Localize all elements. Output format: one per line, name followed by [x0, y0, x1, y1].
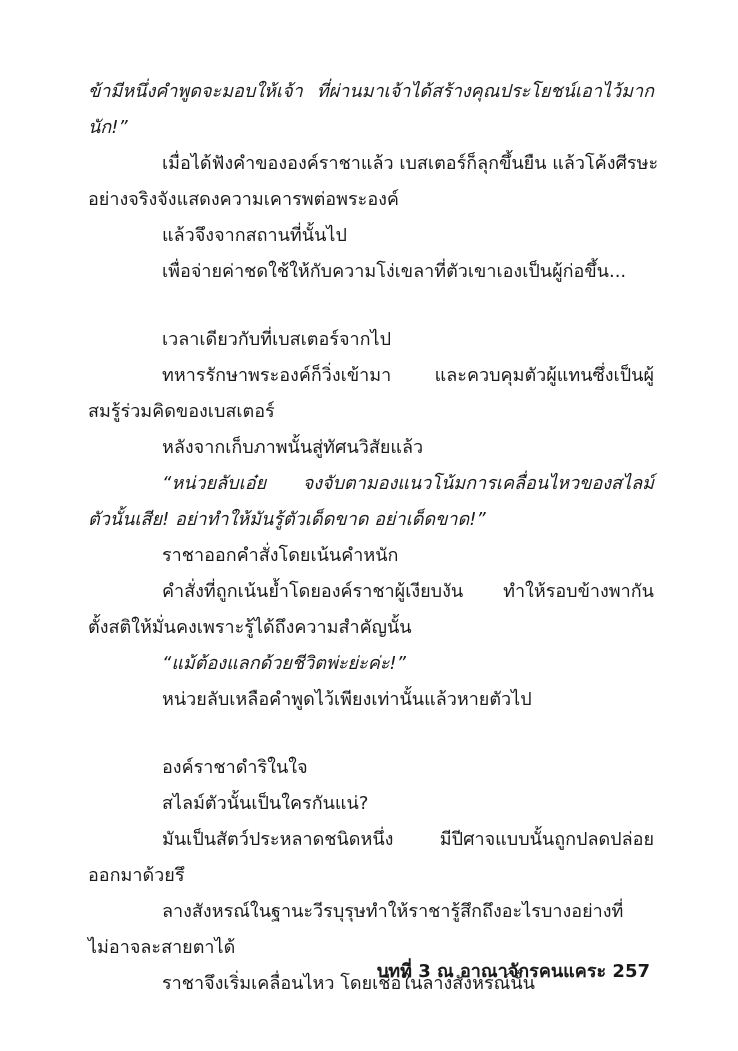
blank-line [88, 290, 654, 322]
page-footer: บทที่ 3 ณ อาณาจักรคนแคระ 257 [376, 961, 650, 982]
text-line: สไลม์ตัวนั้นเป็นใครกันแน่? [162, 793, 369, 814]
text-line: คำสั่งที่ถูกเน้นย้ำโดยองค์ราชาผู้เงียบงัน ทำให้รอบข้างพากัน [162, 581, 654, 602]
text-line: องค์ราชาดำริในใจ [162, 757, 308, 778]
text-line: ออกมาด้วยรึ [88, 865, 185, 886]
text-line: มันเป็นสัตว์ประหลาดชนิดหนึ่ง มีปีศาจแบบนั้นถูกปลดปล่อย [162, 829, 654, 850]
text-line: ข้ามีหนึ่งคำพูดจะมอบให้เจ้า ที่ผ่านมาเจ้าได้สร้างคุณประโยชน์เอาไว้มาก [88, 81, 654, 102]
text-line: ลางสังหรณ์ในฐานะวีรบุรุษทำให้ราชารู้สึกถึงอะไรบางอย่างที่ [162, 901, 624, 922]
text-line: ตั้งสติให้มั่นคงเพราะรู้ได้ถึงความสำคัญนั้น [88, 617, 412, 638]
text-line: ทหารรักษาพระองค์ก็วิ่งเข้ามา และควบคุมตัวผู้แทนซึ่งเป็นผู้ [162, 365, 654, 386]
text-line: “หน่วยลับเอ๋ย จงจับตามองแนวโน้มการเคลื่อนไหวของสไลม์ [162, 473, 654, 494]
text-line: สมรู้ร่วมคิดของเบสเตอร์ [88, 401, 275, 422]
text-line: นัก!” [88, 117, 128, 138]
text-line: ไม่อาจละสายตาได้ [88, 937, 236, 958]
text-line: แล้วจึงจากสถานที่นั้นไป [162, 225, 347, 246]
text-line: หลังจากเก็บภาพนั้นสู่ทัศนวิสัยแล้ว [162, 437, 424, 458]
text-line: เวลาเดียวกับที่เบสเตอร์จากไป [162, 329, 391, 350]
page-body-text [88, 74, 659, 1002]
text-line: ราชาจึงเริ่มเคลื่อนไหว โดยเชื่อในลางสังหรณ์นั้น [162, 973, 535, 994]
text-line: ราชาออกคำสั่งโดยเน้นคำหนัก [162, 545, 399, 566]
blank-line [88, 718, 654, 750]
text-line: เมื่อได้ฟังคำขององค์ราชาแล้ว เบสเตอร์ก็ลุกขึ้นยืน แล้วโค้งศีรษะ [162, 153, 659, 174]
text-line: ตัวนั้นเสีย! อย่าทำให้มันรู้ตัวเด็ดขาด อย่าเด็ดขาด!” [88, 509, 486, 530]
text-line: “แม้ต้องแลกด้วยชีวิตพ่ะย่ะค่ะ!” [162, 653, 406, 674]
text-line: หน่วยลับเหลือคำพูดไว้เพียงเท่านั้นแล้วหายตัวไป [162, 689, 532, 710]
text-line: อย่างจริงจังแสดงความเคารพต่อพระองค์ [88, 189, 399, 210]
text-line: เพื่อจ่ายค่าชดใช้ให้กับความโง่เขลาที่ตัวเขาเองเป็นผู้ก่อขึ้น... [162, 261, 627, 282]
